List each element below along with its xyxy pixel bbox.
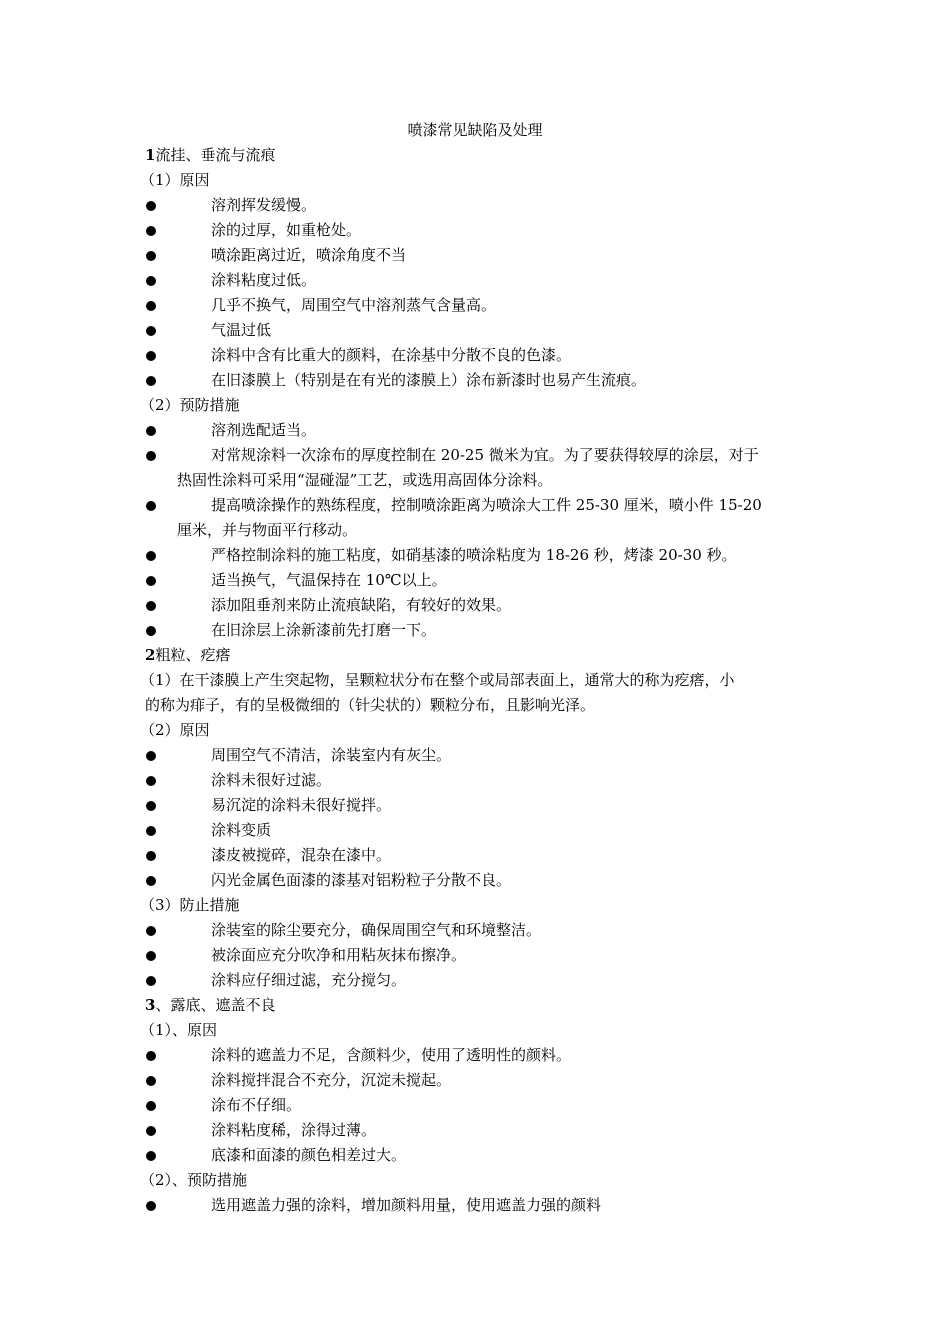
subsection-label-text: （1）在干漆膜上产生突起物，呈颗粒状分布在整个或局部表面上，通常大的称为疙瘩，小 bbox=[140, 671, 735, 689]
subsection-label-text: （1）原因 bbox=[140, 171, 210, 189]
subsection-label bbox=[0, 1018, 950, 1043]
bullet-item bbox=[0, 368, 950, 393]
bullet-dot-icon bbox=[146, 276, 156, 286]
bullet-item-text: 添加阻垂剂来防止流痕缺陷，有较好的效果。 bbox=[211, 596, 512, 614]
paragraph-line bbox=[0, 693, 950, 718]
bullet-item bbox=[0, 618, 950, 643]
bullet-dot-icon bbox=[146, 601, 156, 611]
bullet-item bbox=[0, 343, 950, 368]
bullet-dot-icon bbox=[146, 201, 156, 211]
bullet-item-text: 涂布不仔细。 bbox=[211, 1096, 302, 1114]
bullet-dot-icon bbox=[146, 551, 156, 561]
bullet-item-text: 涂料的遮盖力不足，含颜料少，使用了透明性的颜料。 bbox=[211, 1046, 572, 1064]
bullet-dot-icon bbox=[146, 751, 156, 761]
bullet-item-text: 溶剂挥发缓慢。 bbox=[211, 196, 317, 214]
bullet-item bbox=[0, 1043, 950, 1068]
bullet-dot-icon bbox=[146, 1076, 156, 1086]
bullet-item bbox=[0, 568, 950, 593]
bullet-item bbox=[0, 793, 950, 818]
bullet-dot-icon bbox=[146, 501, 156, 511]
bullet-item-text: 闪光金属色面漆的漆基对铝粉粒子分散不良。 bbox=[211, 871, 512, 889]
bullet-dot-icon bbox=[146, 301, 156, 311]
bullet-item-text: 被涂面应充分吹净和用粘灰抹布擦净。 bbox=[211, 946, 467, 964]
bullet-dot-icon bbox=[146, 851, 156, 861]
bullet-item bbox=[0, 593, 950, 618]
bullet-item-text: 严格控制涂料的施工粘度，如硝基漆的喷涂粘度为 18-26 秒，烤漆 20-30 秒。 bbox=[211, 546, 737, 564]
bullet-item bbox=[0, 968, 950, 993]
bullet-dot-icon bbox=[146, 1101, 156, 1111]
bullet-item bbox=[0, 543, 950, 568]
section-number: 2 bbox=[145, 646, 156, 664]
bullet-dot-icon bbox=[146, 351, 156, 361]
bullet-dot-icon bbox=[146, 251, 156, 261]
bullet-item bbox=[0, 1068, 950, 1093]
bullet-item bbox=[0, 1093, 950, 1118]
bullet-dot-icon bbox=[146, 1051, 156, 1061]
bullet-item-text: 涂的过厚，如重枪处。 bbox=[211, 221, 362, 239]
subsection-label bbox=[0, 718, 950, 743]
bullet-dot-icon bbox=[146, 576, 156, 586]
bullet-item bbox=[0, 218, 950, 243]
section-heading-text: 流挂、垂流与流痕 bbox=[155, 146, 276, 164]
bullet-dot-icon bbox=[146, 451, 156, 461]
section-heading bbox=[0, 993, 950, 1018]
bullet-dot-icon bbox=[146, 626, 156, 636]
bullet-item-text: 涂料未很好过滤。 bbox=[211, 771, 332, 789]
bullet-item bbox=[0, 943, 950, 968]
section-number: 3 bbox=[145, 996, 156, 1014]
bullet-item-text: 涂装室的除尘要充分，确保周围空气和环境整洁。 bbox=[211, 921, 542, 939]
bullet-item-text: 涂料粘度过低。 bbox=[211, 271, 317, 289]
document-body bbox=[0, 118, 950, 1218]
bullet-item bbox=[0, 843, 950, 868]
subsection-label bbox=[0, 668, 950, 693]
subsection-label-text: （3）防止措施 bbox=[140, 896, 240, 914]
bullet-item-text: 气温过低 bbox=[211, 321, 272, 339]
bullet-item-text: 溶剂选配适当。 bbox=[211, 421, 317, 439]
bullet-dot-icon bbox=[146, 876, 156, 886]
bullet-item bbox=[0, 743, 950, 768]
section-number: 1 bbox=[145, 146, 156, 164]
bullet-item bbox=[0, 268, 950, 293]
section-heading-text: 、露底、遮盖不良 bbox=[155, 996, 276, 1014]
subsection-label-text: （2）原因 bbox=[140, 721, 210, 739]
bullet-continuation bbox=[0, 518, 950, 543]
bullet-dot-icon bbox=[146, 801, 156, 811]
bullet-item-text: 涂料应仔细过滤，充分搅匀。 bbox=[211, 971, 407, 989]
bullet-dot-icon bbox=[146, 976, 156, 986]
bullet-item-text: 提高喷涂操作的熟练程度，控制喷涂距离为喷涂大工件 25-30 厘米，喷小件 15-20 bbox=[211, 496, 762, 514]
subsection-label bbox=[0, 168, 950, 193]
bullet-dot-icon bbox=[146, 326, 156, 336]
bullet-dot-icon bbox=[146, 426, 156, 436]
bullet-item-text: 对常规涂料一次涂布的厚度控制在 20-25 微米为宜。为了要获得较厚的涂层，对于 bbox=[211, 446, 759, 464]
bullet-item-text: 漆皮被搅碎，混杂在漆中。 bbox=[211, 846, 392, 864]
bullet-item bbox=[0, 868, 950, 893]
bullet-continuation-text: 热固性涂料可采用“湿碰湿”工艺，或选用高固体分涂料。 bbox=[177, 471, 553, 489]
bullet-item-text: 易沉淀的涂料未很好搅拌。 bbox=[211, 796, 392, 814]
bullet-item bbox=[0, 1193, 950, 1218]
bullet-item bbox=[0, 243, 950, 268]
bullet-item bbox=[0, 818, 950, 843]
bullet-continuation-text: 厘米，并与物面平行移动。 bbox=[177, 521, 358, 539]
bullet-item-text: 在旧涂层上涂新漆前先打磨一下。 bbox=[211, 621, 437, 639]
bullet-item-text: 适当换气，气温保持在 10℃以上。 bbox=[211, 571, 447, 589]
bullet-dot-icon bbox=[146, 776, 156, 786]
bullet-item bbox=[0, 1118, 950, 1143]
bullet-item bbox=[0, 318, 950, 343]
subsection-label bbox=[0, 893, 950, 918]
bullet-item bbox=[0, 918, 950, 943]
section-heading bbox=[0, 143, 950, 168]
section-heading-text: 粗粒、疙瘩 bbox=[155, 646, 231, 664]
bullet-item-text: 涂料中含有比重大的颜料，在涂基中分散不良的色漆。 bbox=[211, 346, 572, 364]
bullet-item-text: 涂料搅拌混合不充分，沉淀未搅起。 bbox=[211, 1071, 452, 1089]
bullet-item bbox=[0, 193, 950, 218]
bullet-item-text: 底漆和面漆的颜色相差过大。 bbox=[211, 1146, 407, 1164]
paragraph-line-text: 的称为痱子，有的呈极微细的（针尖状的）颗粒分布，且影响光泽。 bbox=[145, 696, 596, 714]
bullet-dot-icon bbox=[146, 376, 156, 386]
bullet-item bbox=[0, 768, 950, 793]
bullet-dot-icon bbox=[146, 1151, 156, 1161]
bullet-item-text: 涂料变质 bbox=[211, 821, 272, 839]
bullet-item bbox=[0, 1143, 950, 1168]
page-title-text: 喷漆常见缺陷及处理 bbox=[407, 121, 543, 139]
bullet-item-text: 喷涂距离过近，喷涂角度不当 bbox=[211, 246, 407, 264]
section-heading bbox=[0, 643, 950, 668]
bullet-item bbox=[0, 293, 950, 318]
bullet-dot-icon bbox=[146, 226, 156, 236]
bullet-item bbox=[0, 443, 950, 468]
subsection-label-text: （2）、预防措施 bbox=[140, 1171, 248, 1189]
bullet-dot-icon bbox=[146, 951, 156, 961]
bullet-item bbox=[0, 493, 950, 518]
bullet-dot-icon bbox=[146, 1201, 156, 1211]
bullet-item-text: 选用遮盖力强的涂料，增加颜料用量，使用遮盖力强的颜料 bbox=[211, 1196, 602, 1214]
bullet-dot-icon bbox=[146, 1126, 156, 1136]
subsection-label-text: （2）预防措施 bbox=[140, 396, 240, 414]
bullet-item-text: 在旧漆膜上（特别是在有光的漆膜上）涂布新漆时也易产生流痕。 bbox=[211, 371, 647, 389]
subsection-label bbox=[0, 393, 950, 418]
subsection-label-text: （1）、原因 bbox=[140, 1021, 218, 1039]
bullet-item-text: 涂料粘度稀，涂得过薄。 bbox=[211, 1121, 377, 1139]
subsection-label bbox=[0, 1168, 950, 1193]
bullet-item-text: 周围空气不清洁，涂装室内有灰尘。 bbox=[211, 746, 452, 764]
bullet-dot-icon bbox=[146, 926, 156, 936]
bullet-continuation bbox=[0, 468, 950, 493]
bullet-dot-icon bbox=[146, 826, 156, 836]
bullet-item bbox=[0, 418, 950, 443]
page-title bbox=[0, 118, 950, 143]
bullet-item-text: 几乎不换气，周围空气中溶剂蒸气含量高。 bbox=[211, 296, 497, 314]
